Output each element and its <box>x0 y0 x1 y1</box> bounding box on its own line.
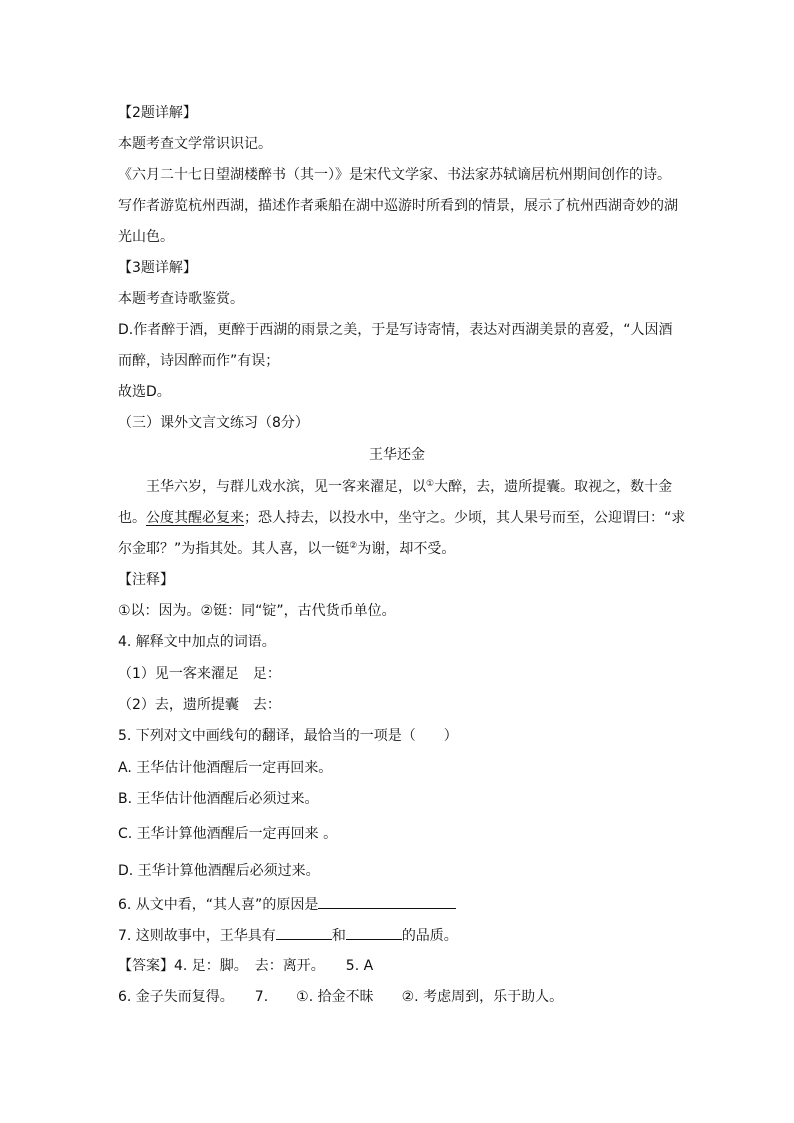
question-6-text: 6. 从文中看，“其人喜”的原因是 <box>118 897 319 913</box>
question-7 <box>118 925 458 946</box>
answer-line-2: 6. 金子失而复得。 7. ①. 拾金不昧 ②. 考虑周到，乐于助人。 <box>118 989 564 1005</box>
passage-text: 为谢，却不受。 <box>357 541 456 557</box>
section-3-text-line-1: D.作者醉于酒，更醉于西湖的雨景之美，于是写诗寄情，表达对西湖美景的喜爱，“人因酒 <box>118 322 673 338</box>
section-2-text-line-1: 《六月二十七日望湖楼醉书（其一）》是宋代文学家、书法家苏轼谪居杭州期间创作的诗。 <box>118 167 671 183</box>
section-3-topic: 本题考查诗歌鉴赏。 <box>118 291 244 307</box>
footnote-marker-2: ② <box>349 541 358 551</box>
question-5-option-d: D. 王华计算他酒醒后必须过来。 <box>118 863 320 879</box>
question-5-option-b: B. 王华估计他酒醒后必须过来。 <box>118 791 319 807</box>
notes-text: ①以：因为。②铤：同“锭”，古代货币单位。 <box>118 603 396 619</box>
question-4: 4. 解释文中加点的词语。 <box>118 634 276 650</box>
question-5: 5. 下列对文中画线句的翻译，最恰当的一项是（ ） <box>118 728 458 744</box>
passage-text: 王华六岁，与群儿戏水滨，见一客来濯足，以 <box>146 479 426 495</box>
question-7-text: 和 <box>331 928 346 944</box>
passage-text: ；恐人持去，以投水中，坐守之。少顷，其人果号而至，公迎谓曰：“求 <box>244 510 686 526</box>
passage-line-1 <box>146 477 672 497</box>
notes-heading: 【注释】 <box>118 572 174 588</box>
section-title: （三）课外文言文练习（8分） <box>118 415 309 431</box>
passage-line-3 <box>118 539 455 559</box>
passage-line-2 <box>118 508 685 528</box>
question-5-option-c: C. 王华计算他酒醒后一定再回来 。 <box>118 826 338 842</box>
section-3-text-line-2: 而醉，诗因醉而作”有误； <box>118 353 280 369</box>
section-2-topic: 本题考查文学常识识记。 <box>118 136 272 152</box>
question-7-text: 7. 这则故事中，王华具有 <box>118 928 276 944</box>
section-3-conclusion: 故选D。 <box>118 384 171 400</box>
question-6 <box>118 894 456 915</box>
answer-line-1: 【答案】4. 足：脚。 去：离开。 5. A <box>118 958 374 974</box>
underlined-sentence: 公度其醒必复来 <box>146 510 244 526</box>
footnote-marker-1: ① <box>426 479 435 489</box>
question-4-1: （1）见一客来濯足 足： <box>118 666 281 682</box>
answer-blank <box>346 925 402 940</box>
question-7-text: 的品质。 <box>401 928 458 944</box>
passage-text: 大醉，去，遗所提囊。取视之，数十金 <box>434 479 673 495</box>
question-4-2: （2）去，遗所提囊 去： <box>118 697 281 713</box>
question-5-option-a: A. 王华估计他酒醒后一定再回来。 <box>118 760 333 776</box>
passage-title: 王华还金 <box>369 447 425 463</box>
section-2-text-line-3: 光山色。 <box>118 229 174 245</box>
section-2-text-line-2: 写作者游览杭州西湖，描述作者乘船在湖中巡游时所看到的情景，展示了杭州西湖奇妙的湖 <box>118 198 678 214</box>
answer-blank <box>318 894 456 909</box>
passage-text: 也。 <box>118 510 146 526</box>
answer-blank <box>276 925 332 940</box>
passage-text: 尔金耶？”为指其处。其人喜，以一铤 <box>118 541 350 557</box>
section-3-heading: 【3题详解】 <box>118 260 197 276</box>
section-2-heading: 【2题详解】 <box>118 105 197 121</box>
